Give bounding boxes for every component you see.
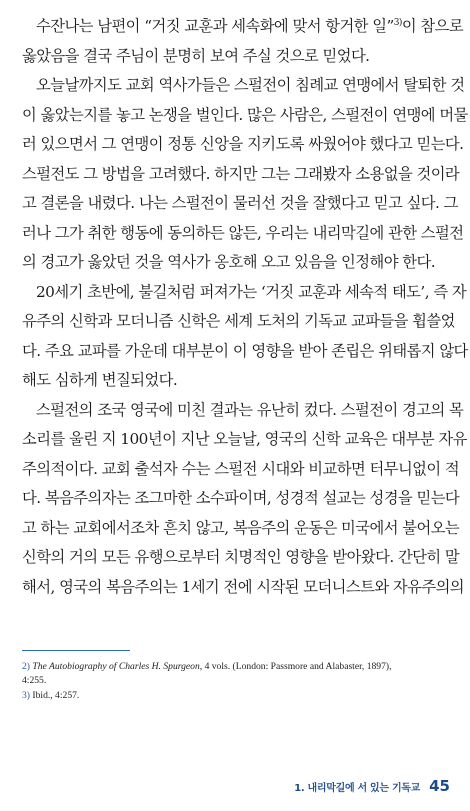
text-line: 소리를 울린 지 100년이 지난 오늘날, 영국의 신학 교육은 대부분 자유 [22,430,467,448]
footnotes [22,660,452,705]
footnote-number: 2) [22,661,30,672]
footnote-item [22,689,452,703]
text-line: 오늘날까지도 교회 역사가들은 스펄전이 침례교 연맹에서 탈퇴한 것 [36,76,465,94]
text-line: 해서, 영국의 복음주의는 1세기 전에 시작된 모더니스트와 자유주의의 [22,577,465,596]
footnote-divider [22,650,130,651]
footnote-number: 3) [22,690,30,701]
text-line: 러 있으면서 그 연맹이 정통 신앙을 지키도록 싸웠어야 했다고 믿는다. [22,135,464,153]
page-footer [294,776,450,795]
page-number: 45 [429,777,450,795]
text-line: 신학의 거의 모든 유행으로부터 치명적인 영향을 받아왔다. 간단히 말 [22,548,460,566]
body-text [22,12,468,602]
text-line: 20세기 초반에, 불길처럼 퍼져가는 ‘거짓 교훈과 세속적 태도’, 즉 자 [36,282,467,301]
footnote-item [22,660,452,687]
footnote-ref: 3) [393,17,402,28]
text-line: 이 옳았는지를 놓고 논쟁을 벌인다. 많은 사람은, 스펄전이 연맹에 머물 [22,105,468,124]
text-line: 고 하는 교회에서조차 흔치 않고, 복음주의 운동은 미국에서 불어오는 [22,518,460,537]
text-line: 유주의 신학과 모더니즘 신학은 세계 도처의 기독교 교파들을 휩쓸었 [22,312,455,330]
text-line: 스펄전의 조국 영국에 미친 결과는 유난히 컸다. 스펄전이 경고의 목 [36,400,464,419]
chapter-title: 1. 내리막길에 서 있는 기독교 [294,783,421,794]
text-line: 러나 그가 취한 행동에 동의하든 않든, 우리는 내리막길에 관한 스펄전 [22,223,464,242]
text-line: 다. 주요 교파를 가운데 대부분이 이 영향을 받아 존립은 위태롭지 않다 [22,341,468,360]
text-line: 고 결론을 내렸다. 나는 스펄전이 물러선 것을 잘했다고 믿고 싶다. 그 [22,194,458,212]
footnote-text: , 4 vols. (London: Passmore and Alabaster, 1897), [199,661,392,672]
footnote-title: The Autobiography of Charles H. Spurgeon [32,661,200,672]
text-line: 주의적이다. 교회 출석자 수는 스펄전 시대와 비교하면 터무니없이 적 [22,459,460,478]
text-line: 수잔나는 남편이 “거짓 교훈과 세속화에 맞서 항거한 일”$^{3)}$이 참으로 [36,17,464,35]
footnote-text-cont: 4:255. [22,674,47,686]
text-line: 의 경고가 옳았던 것을 역사가 옹호해 오고 있음을 인정해야 한다. [22,253,436,271]
text-line: 다. 복음주의자는 조그마한 소수파이며, 성경적 설교는 성경을 믿는다 [22,489,460,507]
text-line: 스펄전도 그 방법을 고려했다. 하지만 그는 그래봤자 소용없을 것이라 [22,164,460,183]
text-line: 해도 심하게 변질되었다. [22,371,178,389]
text-line: 옳았음을 결국 주님이 분명히 보여 주실 것으로 믿었다. [22,46,370,65]
footnote-text: Ibid., 4:257. [32,690,80,701]
